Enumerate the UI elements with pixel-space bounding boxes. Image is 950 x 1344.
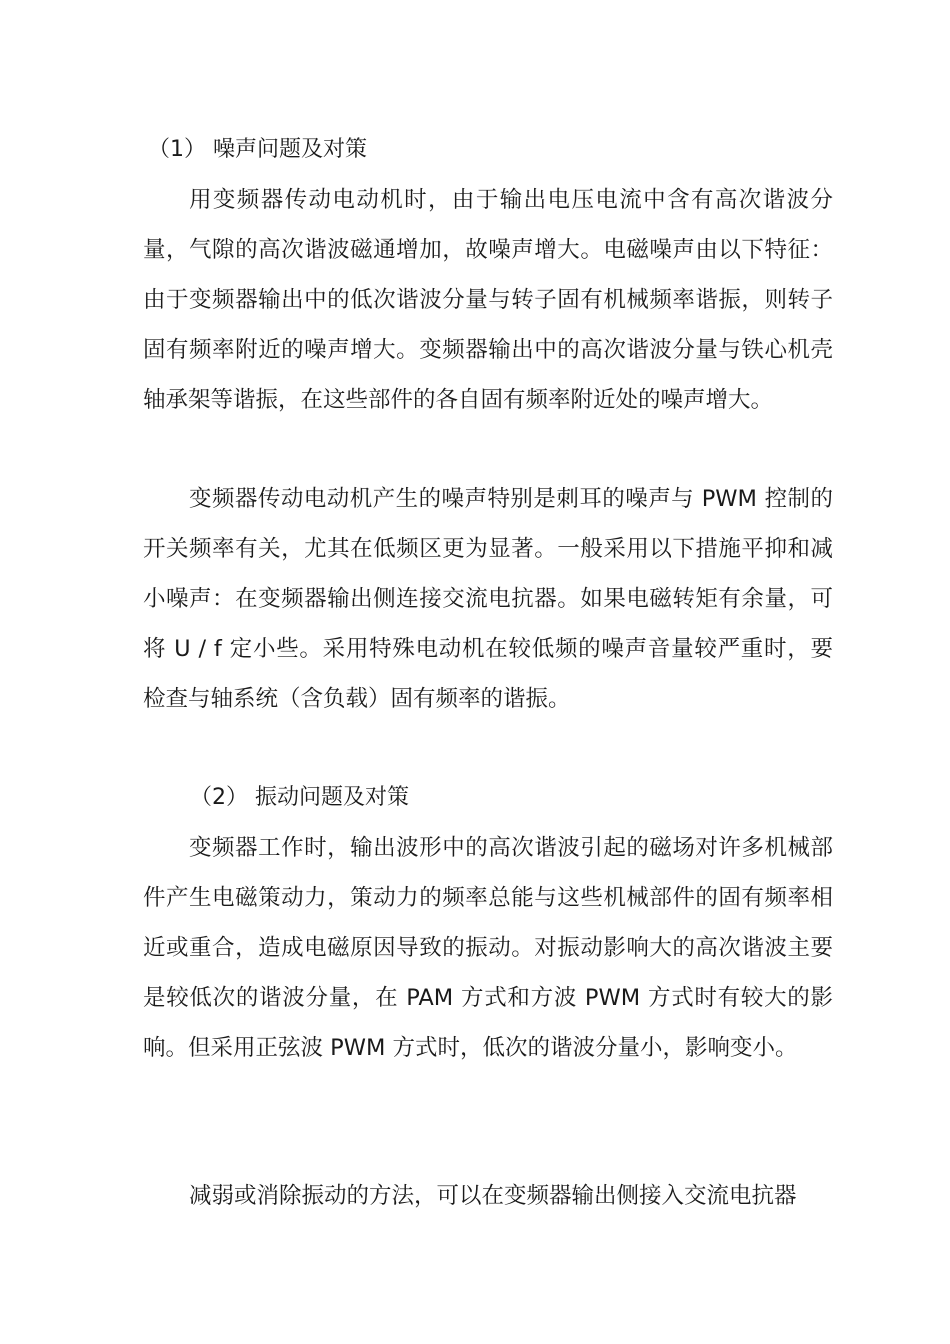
paragraph-noise-cause: 用变频器传动电动机时，由于输出电压电流中含有高次谐波分量，气隙的高次谐波磁通增加，故噪声增大。电磁噪声由以下特征：由于变频器输出中的低次谐波分量与转子固有机械频率谐振，则转子固有频率附近的噪声增大。变频器输出中的高次谐波分量与铁心机壳轴承架等谐振，在这些部件的各自固有频率附近处的噪声增大。 xyxy=(143,187,833,413)
paragraph-vibration-cause: 变频器工作时，输出波形中的高次谐波引起的磁场对许多机械部件产生电磁策动力，策动力的频率总能与这些机械部件的固有频率相近或重合，造成电磁原因导致的振动。对振动影响大的高次谐波主要是较低次的谐波分量，在 PAM 方式和方波 PWM 方式时有较大的影响。但采用正弦波 PWM 方式时，低次的谐波分量小，影响变小。 xyxy=(143,835,833,1061)
paragraph-noise-countermeasures: 变频器传动电动机产生的噪声特别是刺耳的噪声与 PWM 控制的开关频率有关，尤其在低频区更为显著。一般采用以下措施平抑和减小噪声：在变频器输出侧连接交流电抗器。如果电磁转矩有余量，可将 U / f 定小些。采用特殊电动机在较低频的噪声音量较严重时，要检查与轴系统（含负载）固有频率的谐振。 xyxy=(143,486,833,712)
section-heading-vibration: （2） 振动问题及对策 xyxy=(190,785,409,810)
section-heading-noise: （1） 噪声问题及对策 xyxy=(148,137,367,162)
paragraph-vibration-countermeasures: 减弱或消除振动的方法，可以在变频器输出侧接入交流电抗器 xyxy=(189,1183,797,1209)
